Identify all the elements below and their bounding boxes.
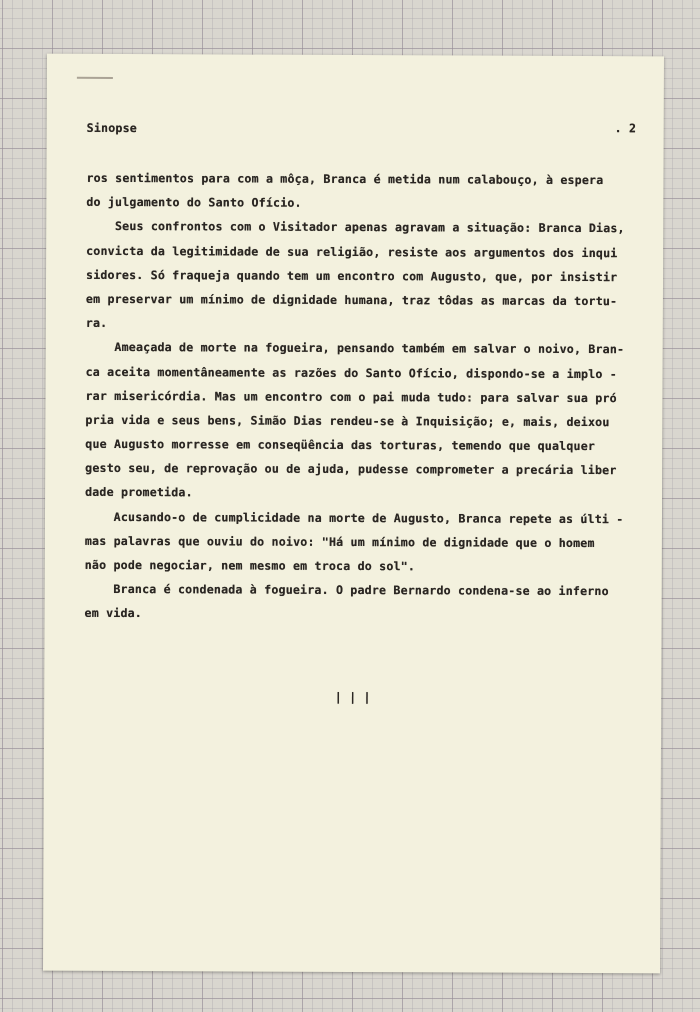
text-line: Ameaçada de morte na fogueira, pensando também em salvar o noivo, Bran- <box>85 340 625 357</box>
text-line: em preservar um mínimo de dignidade humana, traz tôdas as marcas da tortu- <box>85 291 618 309</box>
paragraph <box>86 166 646 217</box>
section-divider: | | | <box>334 689 371 705</box>
text-line: ca aceita momentâneamente as razões do Santo Ofício, dispondo-se a implo - <box>85 364 617 381</box>
text-line: ros sentimentos para com a môça, Branca é metida num calabouço, à espera <box>86 170 604 188</box>
text-line: rar misericórdia. Mas um encontro com o pai muda tudo: para salvar sua pró <box>85 388 617 405</box>
text-line: gesto seu, de reprovação ou de ajuda, pudesse comprometer a precária liber <box>85 461 617 478</box>
text-line: do julgamento do Santo Ofício. <box>86 195 302 210</box>
text-line: Acusando-o de cumplicidade na morte de Augusto, Branca repete as últi - <box>84 509 624 526</box>
text-line: pria vida e seus bens, Simão Dias rendeu-se à Inquisição; e, mais, deixou <box>85 412 610 429</box>
text-line: que Augusto morresse em conseqüência das torturas, temendo que qualquer <box>85 436 596 454</box>
text-line: não pode negociar, nem mesmo em troca do sol". <box>84 557 416 574</box>
text-line: Seus confrontos com o Visitador apenas agravam a situação: Branca Dias, <box>86 219 625 236</box>
corner-pencil-mark <box>77 77 113 79</box>
text-line: mas palavras que ouviu do noivo: "Há um mínimo de dignidade que o homem <box>84 533 595 550</box>
paragraph <box>86 214 647 337</box>
typewritten-page <box>43 54 664 974</box>
text-line: ra. <box>85 315 108 331</box>
page-number: . 2 <box>614 121 637 136</box>
text-line: dade prometida. <box>85 485 193 500</box>
section-title: Sinopse <box>86 120 137 136</box>
synopsis-body <box>85 166 647 628</box>
text-line: convicta da legitimidade de sua religião, resiste aos argumentos dos inqui <box>86 243 618 260</box>
paragraph <box>85 335 646 507</box>
text-line: sidores. Só fraqueja quando tem um encontro com Augusto, que, por insistir <box>86 267 618 284</box>
paragraph <box>85 504 645 579</box>
paragraph <box>85 577 645 628</box>
text-line: Branca é condenada à fogueira. O padre Bernardo condena-se ao inferno <box>84 582 609 599</box>
text-line: em vida. <box>84 606 143 621</box>
